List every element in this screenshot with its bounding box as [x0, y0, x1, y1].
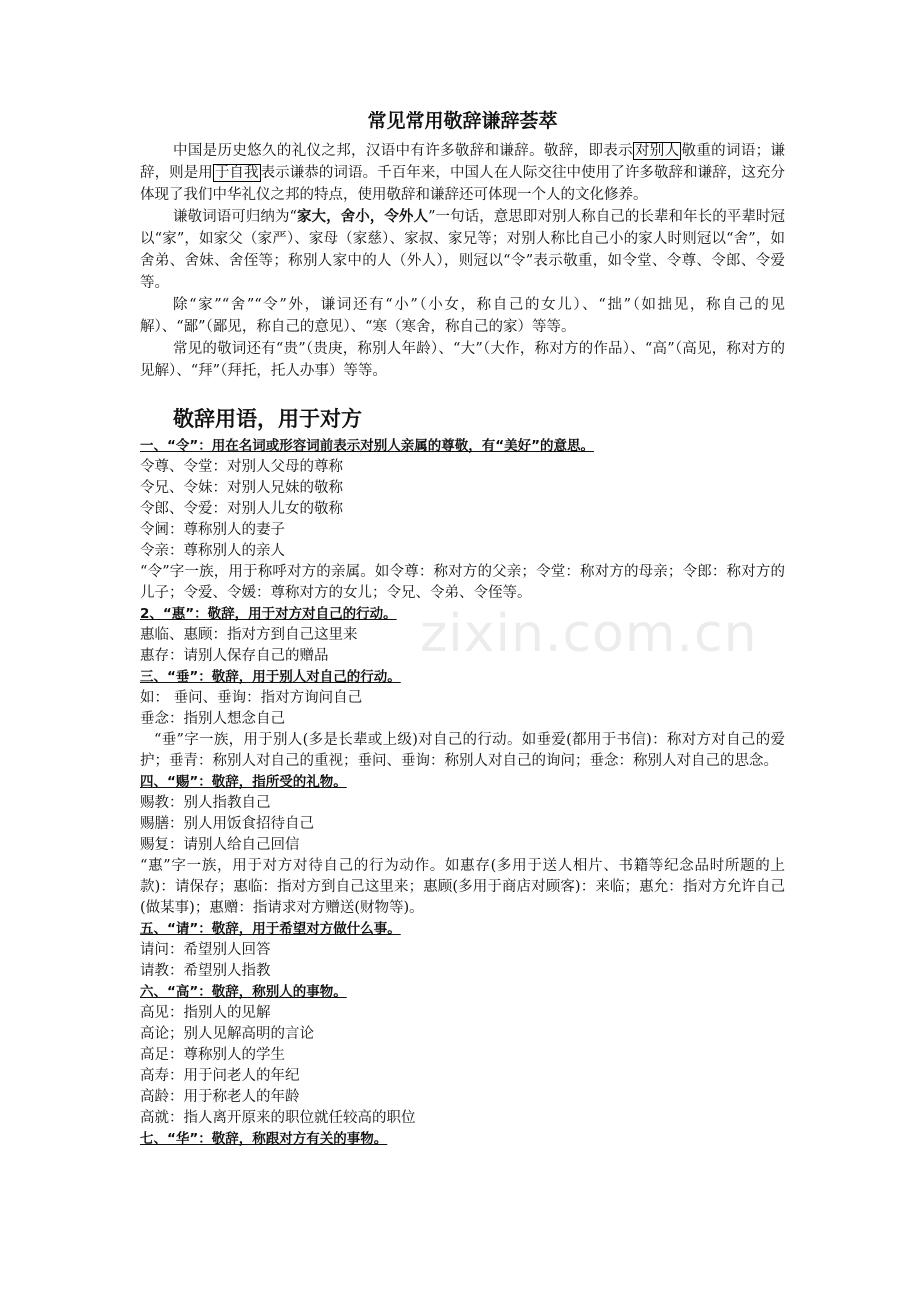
term-line: 请问：希望别人回答: [140, 942, 271, 958]
section-title: 敬辞用语，用于对方: [173, 407, 362, 431]
term-line: 令郎、令爱：对别人儿女的敬称: [140, 501, 343, 517]
intro-paragraph-3: 除“家”“舍”“令”外，谦词还有“小”（小女，称自己的女儿）、“拙”（如拙见，称自己的见解）、“鄙”（鄙见，称自己的意见）、“寒（寒舍，称自己的家）等等。: [140, 297, 785, 335]
term-line: 惠临、惠顾：指对方到自己这里来: [140, 627, 358, 643]
section-heading: 四、“赐”：敬辞，指所受的礼物。: [140, 774, 347, 790]
section-block: [140, 982, 785, 1129]
intro-paragraph-1: [140, 140, 785, 206]
term-line: 高论；别人见解高明的言论: [140, 1026, 314, 1042]
bold-phrase: 家大，舍小，令外人: [296, 208, 429, 225]
term-line: 令亲：尊称别人的亲人: [140, 543, 285, 559]
section-block: [140, 604, 785, 667]
intro: [140, 140, 785, 382]
intro-text: 敬重的词语；谦辞，则是用: [140, 143, 786, 181]
term-line: 赐膳：别人用饭食招待自己: [140, 816, 314, 832]
intro-text: 谦敬词语可归纳为“: [173, 209, 297, 225]
section-block: [140, 1129, 785, 1150]
term-line: 惠存：请别人保存自己的赠品: [140, 648, 329, 664]
document-title: 常见常用敬辞谦辞荟萃: [367, 110, 558, 132]
section-heading: 三、“垂”：敬辞，用于别人对自己的行动。: [140, 669, 401, 685]
term-line: 高见：指别人的见解: [140, 1005, 271, 1021]
sections: [140, 436, 785, 1150]
intro-paragraph-4: 常见的敬词还有“贵”（贵庚，称别人年龄）、“大”（大作，称对方的作品）、“高”（高见，称对方的见解）、“拜”（拜托，托人办事）等等。: [140, 341, 785, 379]
intro-text: ”一句话，意思即对别人称自己的长辈和年长的平辈时冠以“家”，如家父（家严）、家母（家慈）、家叔、家兄等；对别人称比自己小的家人时则冠以“舍”，如舍弟、舍妹、舍侄等；称别人家中的人（外人），则冠以“令”表示敬重，如令堂、令尊、令郎、令爱等。: [140, 209, 785, 291]
section-paragraph: “垂”字一族，用于别人(多是长辈或上级)对自己的行动。如垂爱(都用于书信)：称对方对自己的爱护；垂青：称别人对自己的重视；垂问、垂询：称别人对自己的询问；垂念：称别人对自己的思念。: [140, 732, 785, 769]
section-heading: 2、“惠”：敬辞，用于对方对自己的行动。: [140, 606, 397, 622]
section-heading: 五、“请”：敬辞，用于希望对方做什么事。: [140, 921, 401, 937]
term-line: 高足：尊称别人的学生: [140, 1047, 285, 1063]
watermark: zixin.com.cn: [420, 604, 758, 664]
section-heading: 一、“令”：用在名词或形容词前表示对别人亲属的尊敬，有“美好”的意思。: [140, 438, 594, 454]
term-line: 请教：希望别人指教: [140, 963, 271, 979]
section-block: [140, 436, 785, 604]
intro-text: 表示谦恭的词语。千百年来，中国人在人际交往中使用了许多敬辞和谦辞，这充分体现了我们中华礼仪之邦的特点，使用敬辞和谦辞还可体现一个人的文化修养。: [140, 165, 786, 203]
section-paragraph: “令”字一族，用于称呼对方的亲属。如令尊：称对方的父亲；令堂：称对方的母亲；令郎：称对方的儿子；令爱、令媛：尊称对方的女儿；令兄、令弟、令侄等。: [140, 564, 785, 601]
term-line: 如： 垂问、垂询：指对方询问自己: [140, 690, 363, 706]
section-paragraph: “惠”字一族，用于对方对待自己的行为动作。如惠存(多用于送人相片、书籍等纪念品时所题的上款)：请保存；惠临：指对方到自己这里来；惠顾(多用于商店对顾客)：来临；惠允：指对方允许自己(做某事)；惠赠：指请求对方赠送(财物等)。: [140, 858, 785, 916]
term-line: 高寿：用于问老人的年纪: [140, 1068, 300, 1084]
intro-text: 中国是历史悠久的礼仪之邦，汉语中有许多敬辞和谦辞。敬辞，即表示: [173, 143, 633, 159]
term-line: 令阃：尊称别人的妻子: [140, 522, 285, 538]
section-block: [140, 667, 785, 772]
term-line: 高就：指人离开原来的职位就任较高的职位: [140, 1110, 416, 1126]
boxed-term-2: 于自我: [214, 165, 259, 181]
term-line: 令兄、令妹：对别人兄妹的敬称: [140, 480, 343, 496]
section-block: [140, 919, 785, 982]
term-line: 令尊、令堂：对别人父母的尊称: [140, 459, 343, 475]
term-line: 赐教：别人指教自己: [140, 795, 271, 811]
term-line: 高龄：用于称老人的年龄: [140, 1089, 300, 1105]
section-heading: 七、“华”：敬辞，称跟对方有关的事物。: [140, 1131, 388, 1147]
document-page: [140, 108, 785, 1150]
section-block: [140, 772, 785, 919]
intro-paragraph-2: [140, 206, 785, 294]
section-heading: 六、“高”：敬辞，称别人的事物。: [140, 984, 347, 1000]
boxed-term-1: 对别人: [634, 143, 680, 159]
term-line: 垂念：指别人想念自己: [140, 711, 285, 727]
term-line: 赐复：请别人给自己回信: [140, 837, 300, 853]
